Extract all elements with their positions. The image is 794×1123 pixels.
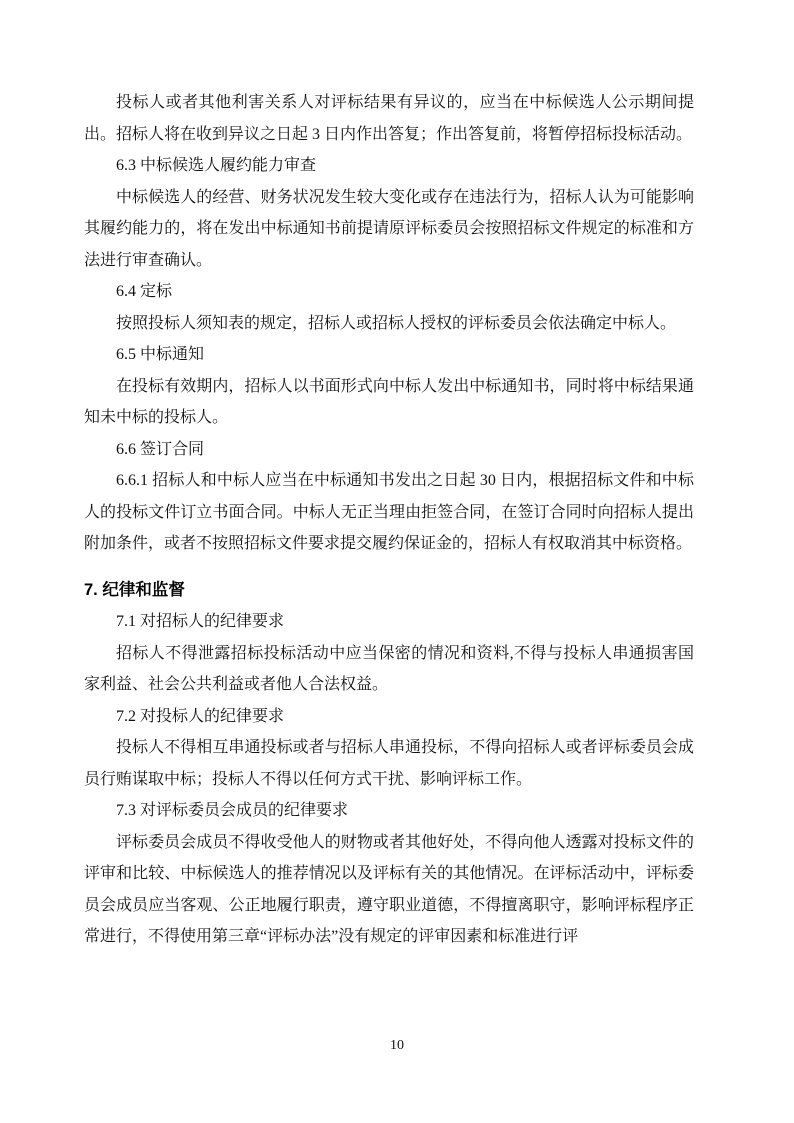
- document-body: [84, 87, 694, 953]
- clause-title: 6.4 定标: [116, 283, 173, 300]
- paragraph: 招标人不得泄露招标投标活动中应当保密的情况和资料,不得与投标人串通损害国家利益、社会公共利益或者他人合法权益。: [84, 644, 694, 693]
- clause-title: 6.3 中标候选人履约能力审查: [116, 157, 317, 174]
- paragraph: 投标人或者其他利害关系人对评标结果有异议的，应当在中标候选人公示期间提出。招标人将在收到异议之日起 3 日内作出答复；作出答复前，将暂停招标投标活动。: [84, 94, 694, 143]
- paragraph: 投标人不得相互串通投标或者与招标人串通投标，不得向招标人或者评标委员会成员行贿谋取中标；投标人不得以任何方式干扰、影响评标工作。: [84, 739, 694, 788]
- paragraph: 在投标有效期内，招标人以书面形式向中标人发出中标通知书，同时将中标结果通知未中标的投标人。: [84, 377, 694, 426]
- paragraph: 评标委员会成员不得收受他人的财物或者其他好处，不得向他人透露对投标文件的评审和比较、中标候选人的推荐情况以及评标有关的其他情况。在评标活动中，评标委员会成员应当客观、公正地履行职责，遵守职业道德，不得擅离职守，影响评标程序正常进行，不得使用第三章“评标办法”没有规定的评审因素和标准进行评: [84, 833, 694, 945]
- clause-title: 7.2 对投标人的纪律要求: [116, 707, 285, 725]
- clause-title: 6.5 中标通知: [116, 346, 205, 363]
- paragraph: 中标候选人的经营、财务状况发生较大变化或存在违法行为，招标人认为可能影响其履约能力的，将在发出中标通知书前提请原评标委员会按照招标文件规定的标准和方法进行审查确认。: [84, 188, 694, 269]
- clause-title: 6.6 签订合同: [116, 440, 205, 458]
- clause-title: 7.1 对招标人的纪律要求: [116, 613, 285, 630]
- section-heading: 7. 纪律和监督: [84, 580, 185, 599]
- paragraph: 按照投标人须知表的规定，招标人或招标人授权的评标委员会依法确定中标人。: [116, 314, 677, 332]
- paragraph: 6.6.1 招标人和中标人应当在中标通知书发出之日起 30 日内，根据招标文件和中标人的投标文件订立书面合同。中标人无正当理由拒签合同，在签订合同时向招标人提出附加条件，或者不按照招标文件要求提交履约保证金的，招标人有权取消其中标资格。: [84, 472, 694, 552]
- clause-title: 7.3 对评标委员会成员的纪律要求: [116, 802, 349, 819]
- page-number: 10: [390, 1038, 404, 1053]
